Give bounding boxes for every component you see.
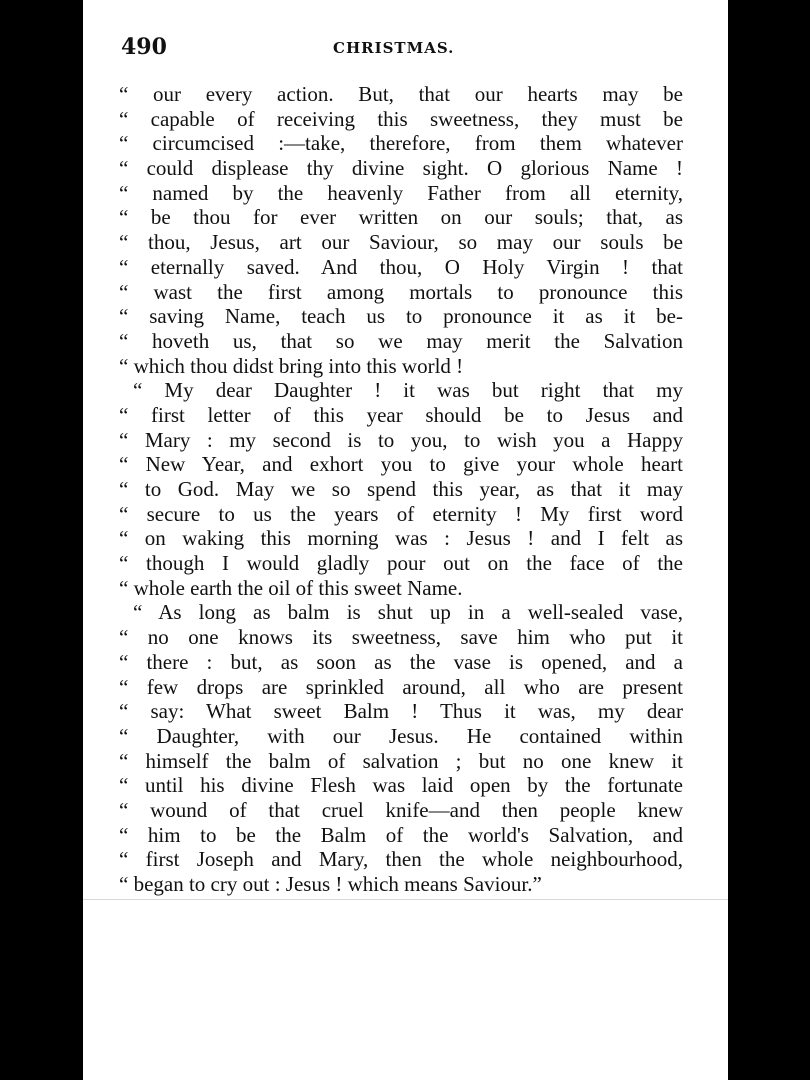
running-title: CHRISTMAS.: [333, 39, 455, 57]
text-line: “ capable of receiving this sweetness, they must be: [119, 106, 683, 131]
text-line: “ thou, Jesus, art our Saviour, so may our souls be: [119, 230, 683, 255]
body-text: [119, 82, 683, 897]
text-line: “ on waking this morning was : Jesus ! and I felt as: [119, 526, 683, 551]
text-line: “ Daughter, with our Jesus. He contained within: [119, 723, 683, 748]
text-line: “ himself the balm of salvation ; but no one knew it: [119, 748, 683, 773]
text-line: “ our every action. But, that our hearts may be: [119, 82, 683, 106]
text-line: “ New Year, and exhort you to give your whole heart: [119, 452, 683, 477]
text-line: “ say: What sweet Balm ! Thus it was, my dear: [119, 699, 683, 724]
text-line: “ be thou for ever written on our souls; that, as: [119, 205, 683, 230]
text-line: “ first letter of this year should be to Jesus and: [119, 402, 683, 427]
text-line: “ until his divine Flesh was laid open by the fortunate: [119, 773, 683, 798]
text-line: “ wound of that cruel knife—and then people knew: [119, 797, 683, 822]
page-header: [83, 34, 728, 64]
text-line: “ eternally saved. And thou, O Holy Virgin ! that: [119, 254, 683, 279]
page-number: 490: [121, 34, 167, 60]
book-page: [83, 0, 728, 1080]
text-line: “ there : but, as soon as the vase is opened, and a: [119, 649, 683, 674]
page-divider: [83, 899, 728, 900]
text-line: “ My dear Daughter ! it was but right that my: [133, 378, 683, 403]
text-line: “ whole earth the oil of this sweet Name.: [119, 575, 463, 600]
text-line: “ wast the first among mortals to pronounce this: [119, 279, 683, 304]
text-line: “ to God. May we so spend this year, as that it may: [119, 477, 683, 501]
text-line: “ secure to us the years of eternity ! My first word: [119, 501, 683, 526]
text-line: “ began to cry out : Jesus ! which means Saviour.”: [119, 872, 542, 896]
text-line: “ first Joseph and Mary, then the whole neighbourhood,: [119, 847, 683, 872]
text-line: “ though I would gladly pour out on the face of the: [119, 551, 683, 576]
text-line: “ hoveth us, that so we may merit the Salvation: [119, 328, 683, 353]
text-line: “ named by the heavenly Father from all eternity,: [119, 180, 683, 205]
text-line: “ him to be the Balm of the world's Salvation, and: [119, 822, 683, 847]
text-line: “ which thou didst bring into this world !: [119, 353, 464, 378]
text-line: “ could displease thy divine sight. O glorious Name !: [119, 156, 683, 181]
text-line: “ Mary : my second is to you, to wish you a Happy: [119, 427, 683, 452]
text-line: “ no one knows its sweetness, save him who put it: [119, 625, 683, 650]
text-line: “ saving Name, teach us to pronounce it as it be-: [119, 304, 683, 329]
text-line: “ circumcised :—take, therefore, from them whatever: [119, 131, 683, 156]
text-line: “ As long as balm is shut up in a well-sealed vase,: [133, 600, 683, 625]
text-line: “ few drops are sprinkled around, all who are present: [119, 674, 683, 699]
